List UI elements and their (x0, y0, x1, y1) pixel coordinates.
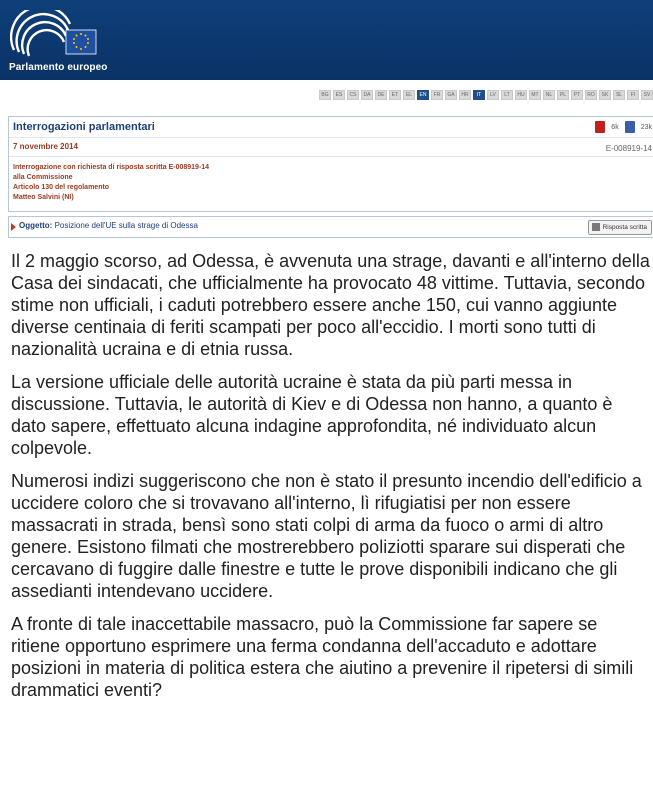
european-parliament-logo[interactable] (10, 10, 100, 60)
doc-size[interactable]: 23k (640, 123, 652, 131)
subject-bar (8, 216, 653, 238)
language-mt[interactable]: MT (529, 90, 541, 100)
language-lv[interactable]: LV (487, 90, 499, 100)
language-pl[interactable]: PL (557, 90, 569, 100)
word-doc-icon[interactable] (625, 121, 635, 133)
language-hu[interactable]: HU (515, 90, 527, 100)
body-paragraph: La versione ufficiale delle autorità ucraine è stata da più parti messa in discussione. Tuttavia, le autorità di Kiev e di Odessa non hanno, a quanto è dato sapere, effettuato alcuna indagine approfondita, né individuato alcun colpevole. (11, 372, 613, 458)
language-sl[interactable]: SL (613, 90, 625, 100)
meta-line: Interrogazione con richiesta di risposta scritta E-008919-14 (13, 164, 210, 171)
language-es[interactable]: ES (333, 90, 345, 100)
subject-prefix: Oggetto: (19, 221, 53, 230)
site-header (0, 0, 653, 80)
language-de[interactable]: DE (375, 90, 387, 100)
language-pt[interactable]: PT (571, 90, 583, 100)
pdf-size[interactable]: 6k (611, 123, 619, 131)
body-paragraph: A fronte di tale inaccettabile massacro, può la Commissione far sapere se ritiene opportuno esprimere una ferma condanna dell'accaduto e adottare posizioni in materia di politica estera che aiutino a prevenire il ripetersi di simili drammatici eventi? (11, 614, 634, 700)
meta-line[interactable]: Matteo Salvini (NI) (13, 194, 74, 201)
written-answer-label: Risposta scritta (602, 224, 647, 231)
question-date: 7 novembre 2014 (13, 142, 78, 151)
language-fi[interactable]: FI (627, 90, 639, 100)
language-en[interactable]: EN (417, 90, 429, 100)
subject-text: Posizione dell'UE sulla strage di Odessa (54, 221, 198, 230)
download-icons (595, 121, 652, 133)
language-it[interactable]: IT (473, 90, 485, 100)
written-answer-button[interactable] (588, 220, 652, 235)
document-icon (592, 223, 600, 231)
body-paragraph: Il 2 maggio scorso, ad Odessa, è avvenuta una strage, davanti e all'interno della Casa dei sindacati, che ufficialmente ha provocato 48 vittime. Tuttavia, secondo stime non ufficiali, i caduti potrebbero essere anche 150, cui vanno aggiunte diverse centinaia di feriti scampati per poco all'eccidio. I morti sono tutti di nazionalità ucraina e di etnia russa. (11, 251, 650, 359)
triangle-arrow-icon (11, 223, 16, 231)
body-paragraph: Numerosi indizi suggeriscono che non è stato il presunto incendio dell'edificio a uccidere coloro che si trovavano all'interno, lì rifugiatisi per non essere massacrati in strada, bensì sono stati colpi di arma da fuoco o armi di altro genere. Esistono filmati che mostrerebbero poliziotti sparare sui disperati che cercavano di fuggire dalle finestre e tutte le prove disponibili indicano che gli assedianti intendevano uccidere. (11, 471, 642, 601)
panel-title: Interrogazioni parlamentari (13, 121, 155, 133)
language-ga[interactable]: GA (445, 90, 457, 100)
pdf-icon[interactable] (595, 121, 605, 133)
language-sk[interactable]: SK (599, 90, 611, 100)
meta-line: alla Commissione (13, 174, 73, 181)
language-da[interactable]: DA (361, 90, 373, 100)
language-sv[interactable]: SV (641, 90, 653, 100)
language-hr[interactable]: HR (459, 90, 471, 100)
divider (9, 137, 653, 138)
question-meta (13, 163, 209, 203)
language-el[interactable]: EL (403, 90, 415, 100)
language-lt[interactable]: LT (501, 90, 513, 100)
language-nl[interactable]: NL (543, 90, 555, 100)
logo-text: Parlamento europeo (9, 62, 108, 73)
question-code: E-008919-14 (605, 144, 652, 153)
language-cs[interactable]: CS (347, 90, 359, 100)
meta-line: Articolo 130 del regolamento (13, 184, 110, 191)
language-bar (0, 80, 653, 110)
question-info-panel (8, 116, 653, 212)
question-body (11, 250, 651, 712)
divider (9, 156, 653, 157)
language-list (319, 90, 653, 100)
language-fr[interactable]: FR (431, 90, 443, 100)
language-ro[interactable]: RO (585, 90, 597, 100)
language-bg[interactable]: BG (319, 90, 331, 100)
subject-label (19, 221, 198, 230)
language-et[interactable]: ET (389, 90, 401, 100)
